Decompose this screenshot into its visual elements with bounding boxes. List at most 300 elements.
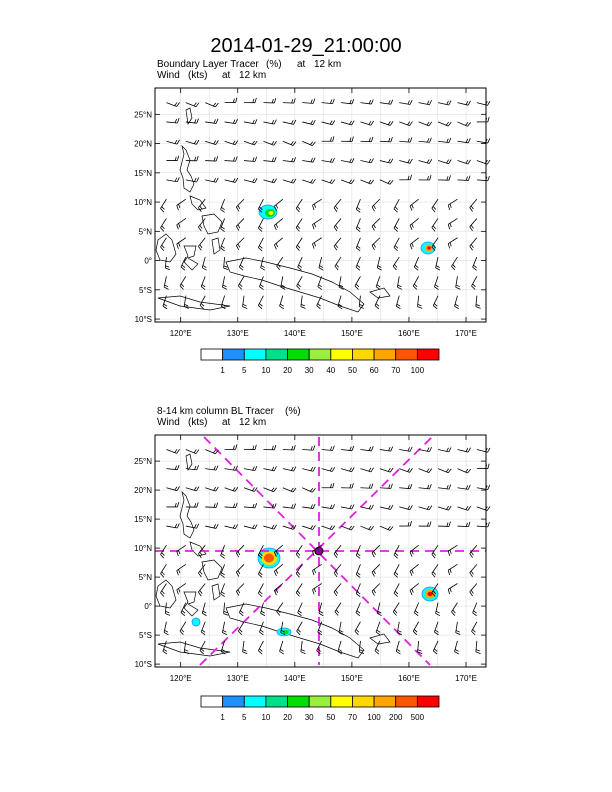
colorbar-swatch	[201, 696, 223, 707]
wind-barb	[457, 122, 470, 126]
lon-tick-label: 160°E	[398, 674, 420, 683]
lat-tick-label: 20°N	[134, 139, 152, 149]
wind-barb	[263, 466, 276, 470]
wind-barb	[438, 101, 451, 105]
panel-top-wind-units: (kts)	[188, 70, 208, 81]
wind-barb	[283, 120, 296, 124]
wind-barb	[263, 179, 276, 183]
wind-barb	[283, 157, 296, 162]
panel-bottom	[134, 406, 490, 722]
wind-barb	[298, 257, 303, 270]
wind-barb	[312, 238, 321, 249]
wind-barb	[360, 526, 373, 530]
wind-barb	[161, 199, 167, 212]
wind-barb	[399, 468, 412, 472]
colorbar-swatch	[352, 349, 374, 360]
colorbar-swatch	[201, 349, 223, 360]
wind-barb	[280, 296, 284, 309]
colorbar-swatch	[374, 349, 396, 360]
wind-barb	[399, 447, 412, 452]
colorbar-label: 100	[367, 713, 381, 722]
wind-barb	[258, 641, 263, 654]
wind-barb	[341, 137, 353, 142]
wind-barb	[322, 526, 335, 530]
wind-barb	[457, 485, 470, 490]
wind-barb	[244, 141, 257, 145]
tracer-blob-a-core	[269, 211, 274, 215]
wind-barb	[448, 564, 457, 575]
wind-barb	[202, 603, 206, 616]
wind-barb	[312, 218, 321, 229]
colorbar-label: 10	[261, 713, 271, 722]
wind-barb	[263, 445, 275, 450]
wind-barb	[372, 218, 380, 230]
wind-barb	[380, 468, 393, 472]
wind-barb	[410, 218, 419, 229]
wind-barb	[457, 160, 470, 164]
lat-tick-label: 15°N	[134, 168, 152, 178]
lat-tick-label: 25°N	[134, 457, 152, 467]
wind-barb	[222, 622, 226, 635]
wind-barb	[414, 603, 418, 616]
wind-barb	[201, 622, 205, 635]
wind-barb	[448, 583, 457, 594]
lat-tick-label: 15°N	[134, 515, 152, 525]
colorbar-label: 50	[326, 713, 336, 722]
panel-top-title-units: (%)	[266, 59, 282, 70]
mindanao-coast	[202, 214, 222, 234]
wind-barb	[438, 175, 450, 180]
wind-barb	[477, 448, 490, 452]
wind-barb	[283, 98, 296, 103]
wind-barb	[274, 218, 282, 230]
colorbar-label: 20	[283, 713, 292, 722]
wind-barb	[399, 484, 412, 489]
wind-barb	[399, 175, 411, 180]
wind-barb	[302, 120, 315, 124]
wind-barb	[394, 564, 399, 577]
wind-barb	[225, 178, 238, 182]
wind-barb	[451, 257, 457, 270]
wind-barb	[360, 99, 373, 104]
wind-barb	[221, 583, 225, 596]
wind-barb	[225, 98, 237, 103]
wind-barb	[165, 257, 170, 270]
wind-barb	[360, 446, 373, 451]
wind-barb	[263, 157, 276, 162]
wind-barb	[360, 180, 373, 184]
lon-tick-label: 120°E	[169, 329, 192, 338]
wind-barb	[258, 583, 263, 596]
lat-tick-label: 10°S	[134, 660, 152, 670]
wind-barb	[236, 238, 244, 250]
lat-tick-label: 0°	[144, 256, 152, 266]
wind-barb	[341, 483, 353, 488]
panel-bottom-wind-units: (kts)	[188, 417, 208, 428]
wind-barb	[205, 466, 218, 471]
wind-barb	[221, 199, 225, 212]
wind-barb	[360, 137, 372, 142]
lesser-sunda-coast	[158, 642, 230, 656]
wind-barb	[473, 257, 477, 270]
luzon-coast	[180, 146, 194, 192]
wind-barb	[222, 276, 226, 289]
wind-barb	[202, 257, 206, 270]
wind-barb	[393, 257, 399, 270]
wind-barb	[263, 488, 276, 492]
wind-barb	[244, 157, 257, 162]
wind-barb	[166, 465, 179, 470]
lon-tick-label: 160°E	[398, 329, 420, 338]
sulawesi-coast	[184, 592, 198, 616]
wind-barb	[244, 487, 257, 491]
wind-barb	[277, 257, 283, 270]
wind-barb	[186, 156, 198, 161]
colorbar-label: 1	[220, 366, 225, 375]
wind-barb	[205, 103, 218, 107]
panel-top-wind-level: 12 km	[239, 70, 267, 81]
wind-barb	[301, 641, 306, 654]
visayas-coast	[190, 196, 206, 210]
wind-barb	[166, 118, 179, 123]
wind-barb	[236, 583, 244, 595]
wind-barb	[225, 524, 238, 528]
panel-bottom-title-units: (%)	[285, 406, 301, 417]
panel-bottom-wind-var: Wind	[157, 417, 180, 428]
wind-barb	[225, 487, 238, 491]
lat-tick-label: 20°N	[134, 486, 152, 496]
wind-barb	[201, 276, 205, 289]
wind-barb	[470, 199, 477, 211]
lon-tick-label: 130°E	[226, 329, 249, 338]
wind-barb	[356, 218, 360, 231]
lon-tick-label: 150°E	[340, 329, 363, 338]
wind-barb	[376, 622, 380, 635]
lon-tick-label: 140°E	[283, 674, 306, 683]
wind-barb	[177, 545, 186, 556]
wind-barb	[472, 622, 477, 635]
wind-barb	[205, 178, 218, 182]
wind-barb	[296, 583, 302, 596]
wind-barb	[377, 257, 381, 270]
colorbar-swatch	[223, 696, 245, 707]
colorbar-swatch	[288, 349, 310, 360]
wind-barb	[186, 103, 199, 107]
wind-barb	[477, 506, 490, 510]
wind-barb	[302, 179, 315, 183]
colorbar-label: 100	[410, 366, 425, 375]
wind-barb	[419, 506, 432, 510]
wind-barb	[393, 603, 399, 616]
wind-barb	[280, 641, 284, 654]
wind-barb	[261, 603, 265, 616]
wind-barb	[455, 641, 459, 654]
lon-tick-label: 170°E	[455, 329, 477, 338]
wind-barb	[360, 483, 372, 488]
wind-barb	[356, 603, 360, 616]
panel-top-title-var: Boundary Layer Tracer	[157, 59, 259, 70]
wind-barb	[477, 117, 489, 122]
lon-tick-label: 120°E	[169, 674, 192, 683]
wind-barb	[259, 276, 263, 289]
wind-barb	[394, 218, 399, 231]
wind-barb	[177, 218, 186, 229]
wind-barb	[161, 583, 167, 596]
wind-barb	[380, 137, 393, 142]
wind-barb	[161, 238, 167, 251]
wind-barb	[283, 504, 296, 509]
wind-barb	[438, 469, 451, 473]
wind-barb	[186, 502, 198, 507]
wind-barb	[225, 466, 238, 471]
lat-tick-label: 5°S	[139, 631, 152, 641]
wind-barb	[322, 179, 335, 183]
taiwan-coast	[186, 108, 192, 124]
wind-barb	[198, 564, 205, 577]
wind-barb	[380, 159, 393, 163]
wind-barb	[448, 238, 457, 249]
wind-barb	[341, 180, 354, 184]
wind-barb	[356, 564, 360, 577]
colorbar-swatch	[417, 349, 439, 360]
wind-barb	[457, 176, 470, 181]
wind-barb	[166, 449, 179, 453]
visayas-coast	[190, 542, 206, 556]
colorbar-swatch	[374, 696, 396, 707]
colorbar-swatch	[331, 349, 353, 360]
wind-barb	[301, 296, 306, 309]
panel-top-title-level: 12 km	[314, 59, 342, 70]
wind-barb	[419, 159, 432, 163]
wind-barb	[205, 503, 218, 508]
wind-barb	[477, 101, 490, 105]
wind-barb	[434, 276, 438, 289]
panel-top-wind-barbs	[161, 98, 491, 309]
wind-barb	[438, 522, 450, 527]
wind-barb	[457, 101, 470, 105]
lat-tick-label: 5°N	[138, 227, 152, 237]
wind-barb	[372, 545, 380, 557]
wind-barb	[166, 177, 179, 182]
wind-barb	[198, 583, 205, 596]
wind-barb	[414, 257, 418, 270]
wind-barb	[312, 583, 321, 594]
colorbar-label: 60	[369, 366, 379, 375]
wind-barb	[372, 564, 380, 576]
wind-barb	[166, 102, 179, 106]
panel-bottom-wind-at: at	[222, 417, 231, 428]
wind-barb	[396, 641, 400, 654]
wind-barb	[334, 218, 341, 231]
wind-barb	[236, 218, 244, 230]
wind-barb	[302, 158, 315, 163]
wind-barb	[432, 564, 438, 577]
panel-top-title-at: at	[297, 59, 306, 70]
wind-barb	[380, 100, 393, 105]
wind-barb	[438, 506, 451, 510]
colorbar-label: 500	[410, 713, 425, 722]
wind-barb	[177, 564, 186, 575]
wind-barb	[205, 524, 218, 528]
wind-barb	[419, 138, 432, 143]
wind-barb	[205, 140, 218, 144]
panel-top-tracer-field	[259, 205, 435, 254]
panel-bottom-wind-level: 12 km	[239, 417, 267, 428]
wind-barb	[477, 522, 490, 527]
colorbar-swatch	[331, 696, 353, 707]
colorbar-label: 30	[304, 713, 314, 722]
wind-barb	[397, 622, 402, 635]
lon-tick-label: 130°E	[226, 674, 249, 683]
wind-barb	[296, 238, 302, 251]
wind-barb	[277, 603, 283, 616]
halmahera-coast	[212, 584, 220, 600]
wind-barb	[472, 276, 477, 289]
wind-barb	[355, 622, 361, 635]
wind-barb	[259, 622, 263, 635]
wind-barb	[399, 521, 411, 526]
panel-top-wind-var: Wind	[157, 70, 180, 81]
wind-barb	[396, 296, 400, 309]
wind-barb	[225, 141, 238, 145]
panel-bottom-wind-barbs	[161, 444, 491, 654]
colorbar-swatch	[244, 696, 266, 707]
wind-barb	[355, 276, 361, 289]
wind-barb	[477, 160, 490, 164]
wind-barb	[263, 120, 276, 124]
colorbar-label: 70	[391, 366, 401, 375]
wind-barb	[372, 238, 380, 250]
colorbar-label: 70	[348, 713, 357, 722]
wind-barb	[410, 583, 419, 594]
wind-barb	[274, 583, 282, 595]
sulawesi-coast	[184, 246, 198, 270]
colorbar-swatch	[352, 696, 374, 707]
cross-section-center-marker	[315, 547, 323, 555]
wind-barb	[274, 238, 282, 250]
wind-barb	[238, 276, 244, 289]
wind-barb	[456, 276, 461, 289]
wind-barb	[413, 622, 418, 635]
wind-barb	[375, 641, 380, 654]
taiwan-coast	[186, 454, 192, 470]
wind-barb	[359, 641, 364, 654]
colorbar-label: 5	[242, 366, 247, 375]
wind-barb	[166, 502, 178, 507]
wind-barb	[399, 159, 412, 163]
wind-barb	[436, 257, 440, 270]
wind-barb	[438, 122, 451, 126]
wind-barb	[164, 276, 168, 289]
colorbar-label: 40	[326, 366, 336, 375]
lat-tick-label: 10°S	[134, 315, 152, 325]
new-britain-coast	[370, 634, 390, 644]
panel-top-wind-at: at	[222, 70, 231, 81]
wind-barb	[477, 485, 490, 490]
wind-barb	[184, 641, 189, 654]
wind-barb	[334, 238, 341, 251]
wind-barb	[166, 156, 178, 161]
panel-bottom-colorbar	[201, 696, 439, 722]
colorbar-label: 30	[304, 366, 314, 375]
wind-barb	[161, 218, 167, 231]
wind-barb	[243, 296, 248, 309]
wind-barb	[244, 445, 256, 450]
wind-barb	[418, 641, 423, 654]
lon-tick-label: 140°E	[283, 329, 306, 338]
wind-barb	[457, 522, 470, 527]
colorbar-label: 20	[283, 366, 292, 375]
wind-barb	[244, 503, 257, 508]
colorbar-swatch	[223, 349, 245, 360]
wind-barb	[448, 218, 457, 229]
lat-tick-label: 5°S	[139, 285, 152, 295]
wind-barb	[319, 257, 323, 270]
wind-barb	[410, 238, 419, 249]
tracer-blob-b-core	[427, 246, 431, 250]
wind-barb	[476, 641, 481, 654]
wind-barb	[263, 141, 276, 145]
wind-barb	[221, 238, 225, 251]
wind-barb	[476, 296, 481, 309]
wind-barb	[177, 199, 186, 210]
wind-barb	[258, 564, 263, 577]
lesser-sunda-coast	[158, 296, 230, 310]
colorbar-swatch	[266, 696, 288, 707]
wind-barb	[296, 199, 302, 212]
wind-barb	[225, 444, 237, 449]
wind-barb	[380, 121, 393, 125]
lon-tick-label: 170°E	[455, 674, 477, 683]
colorbar-swatch	[417, 696, 439, 707]
colorbar-label: 10	[261, 366, 271, 375]
lat-tick-label: 0°	[144, 602, 152, 612]
wind-barb	[244, 525, 257, 529]
wind-barb	[438, 447, 451, 451]
wind-barb	[397, 276, 402, 289]
wind-barb	[283, 179, 296, 183]
wind-barb	[372, 583, 380, 595]
wind-barb	[356, 238, 360, 251]
wind-barb	[335, 603, 341, 616]
wind-barb	[419, 484, 432, 489]
wind-barb	[360, 158, 373, 162]
tracer-blob-a-core	[264, 554, 274, 563]
wind-barb	[283, 445, 296, 450]
wind-barb	[296, 218, 302, 231]
wind-barb	[244, 119, 257, 124]
wind-barb	[334, 199, 341, 212]
wind-barb	[334, 583, 341, 596]
lat-tick-label: 10°N	[134, 544, 152, 554]
wind-barb	[283, 467, 296, 471]
wind-barb	[298, 603, 303, 616]
wind-barb	[243, 641, 248, 654]
wind-barb	[451, 603, 457, 616]
wind-barb	[457, 138, 470, 143]
wind-barb	[473, 603, 477, 616]
wind-barb	[225, 503, 238, 508]
wind-barb	[438, 160, 451, 164]
wind-barb	[360, 121, 373, 125]
wind-barb	[198, 238, 205, 251]
wind-barb	[297, 276, 303, 289]
wind-barb	[163, 641, 167, 654]
wind-barb	[302, 525, 315, 529]
lat-tick-label: 5°N	[138, 573, 152, 583]
wind-barb	[205, 487, 218, 491]
wind-barb	[274, 199, 282, 211]
